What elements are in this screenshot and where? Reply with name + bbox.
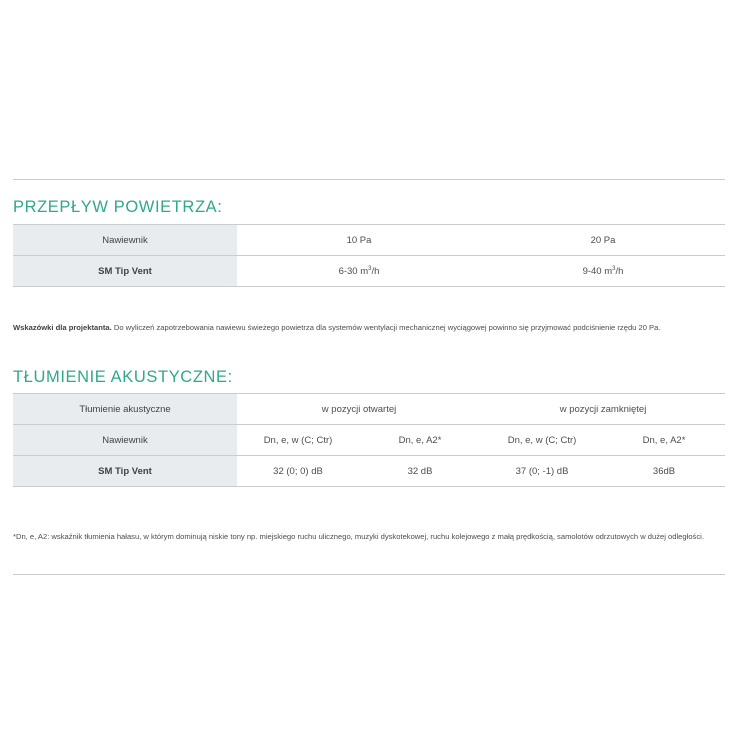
header-closed-position: w pozycji zamkniętej [481, 394, 725, 425]
table-row [13, 225, 725, 256]
designer-note: Wskazówki dla projektanta. Do wyliczeń zapotrzebowania nawiewu świeżego powietrza dla systemów wentylacji mechanicznej wyciągowej powinno się przyjmować podciśnienie rzędu 20 Pa. [13, 323, 661, 332]
airflow-value-20pa: 9-40 $m^3/h$ [481, 256, 725, 287]
header-cell: Dn, e, w (C; Ctr) [237, 425, 359, 456]
table-row [13, 256, 725, 287]
acoustic-section-title: TŁUMIENIE AKUSTYCZNE: [13, 368, 233, 386]
header-label-cell: Tłumienie akustyczne [13, 394, 237, 425]
header-label-cell: Nawiewnik [13, 425, 237, 456]
airflow-value-10pa: 6-30 $m^3/h$ [237, 256, 481, 287]
airflow-table [13, 224, 725, 287]
top-divider [13, 179, 725, 180]
product-label-cell: SM Tip Vent [13, 256, 237, 287]
acoustic-table [13, 393, 725, 487]
value-cell: 32 dB [359, 456, 481, 487]
footnote: *Dn, e, A2: wskaźnik tłumienia hałasu, w którym dominują niskie tony np. miejskiego ruchu ulicznego, muzyki dyskotekowej, ruchu kolejowego z małą prędkością, samolotów odrzutowych w dużej odległości. [13, 532, 704, 541]
header-cell-20pa: 20 Pa [481, 225, 725, 256]
header-cell-10pa: 10 Pa [237, 225, 481, 256]
table-row [13, 456, 725, 487]
table-row [13, 425, 725, 456]
bottom-divider [13, 574, 725, 575]
header-cell: Dn, e, A2* [603, 425, 725, 456]
value-cell: 36dB [603, 456, 725, 487]
header-label-cell: Nawiewnik [13, 225, 237, 256]
value-cell: 32 (0; 0) dB [237, 456, 359, 487]
product-label-cell: SM Tip Vent [13, 456, 237, 487]
header-open-position: w pozycji otwartej [237, 394, 481, 425]
table-row [13, 394, 725, 425]
header-cell: Dn, e, A2* [359, 425, 481, 456]
airflow-section-title: PRZEPŁYW POWIETRZA: [13, 198, 223, 216]
header-cell: Dn, e, w (C; Ctr) [481, 425, 603, 456]
value-cell: 37 (0; -1) dB [481, 456, 603, 487]
